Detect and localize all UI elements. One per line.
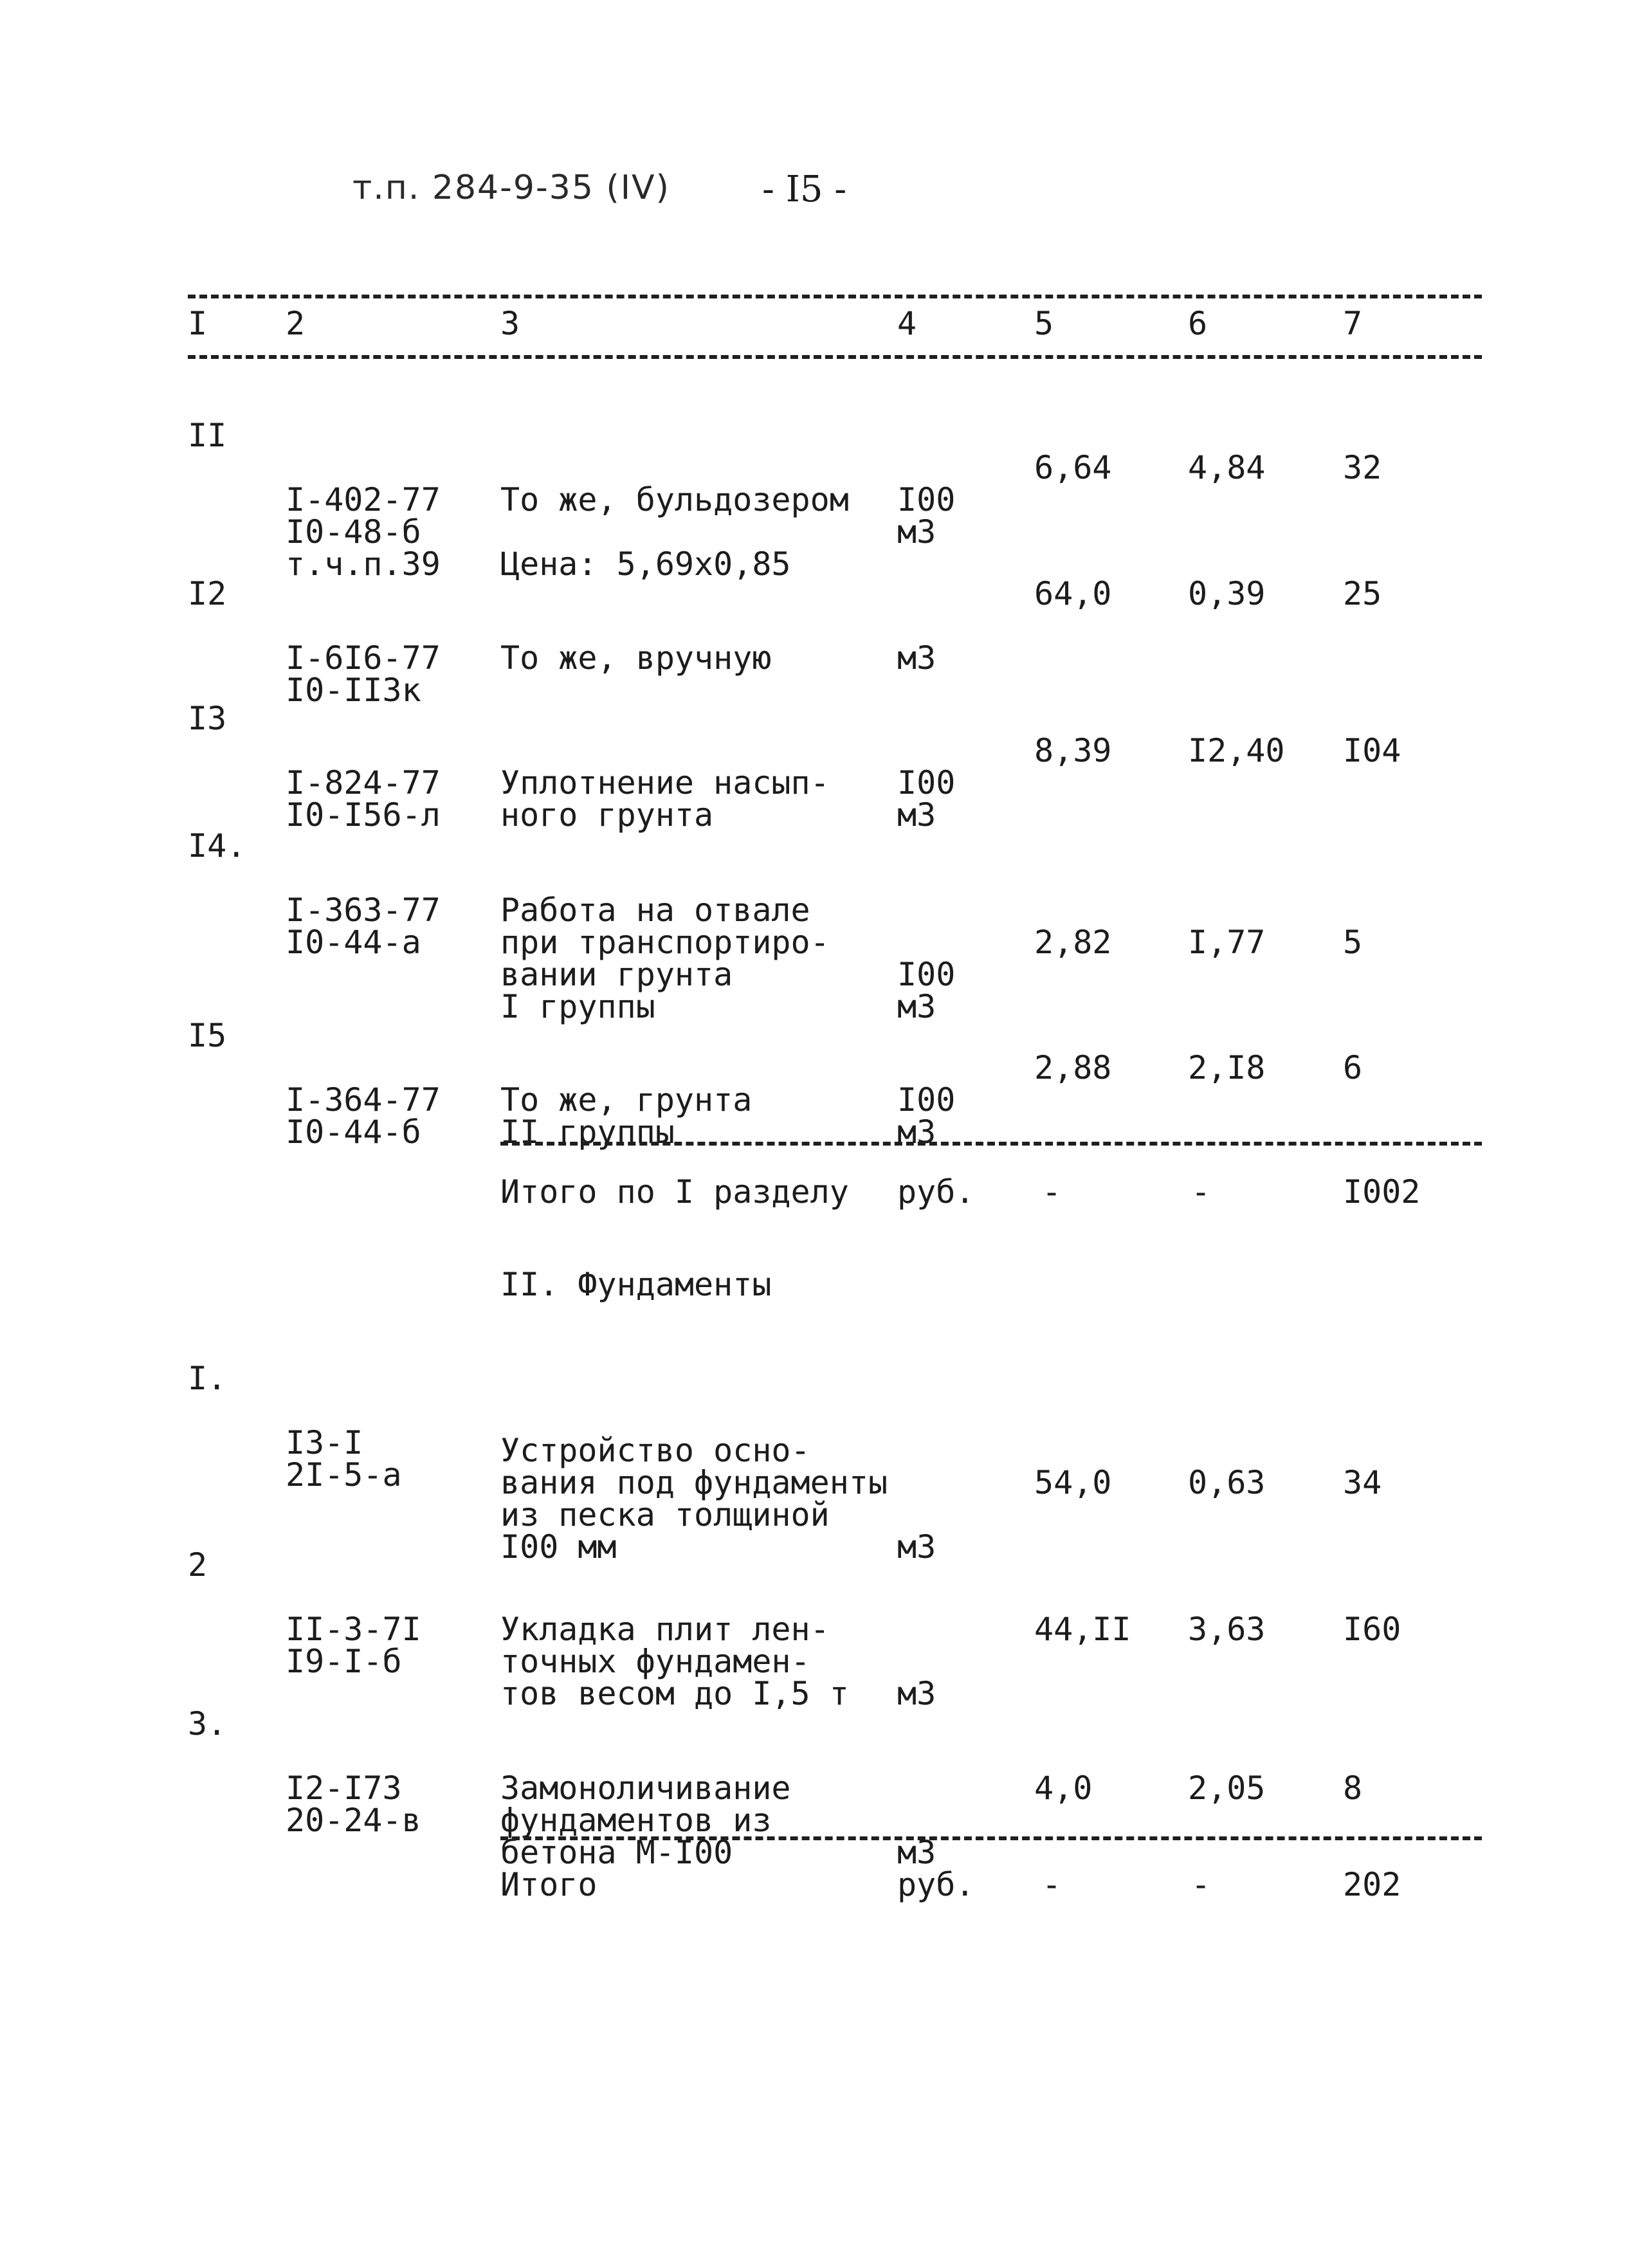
row-quantity: 8,39 [1034, 732, 1112, 769]
row-codes: I3-I 2I-5-а [286, 1424, 402, 1494]
row-unit: I00 м3 [897, 1081, 956, 1151]
row-price: 2,I8 [1188, 1049, 1266, 1086]
col-header-1: I [188, 305, 208, 342]
row-quantity: 64,0 [1034, 575, 1112, 612]
col-header-7: 7 [1343, 305, 1363, 342]
row-price: 0,63 [1188, 1464, 1266, 1501]
row-codes: I-402-77 I0-48-б т.ч.п.39 [286, 481, 441, 583]
row-total: 32 [1343, 449, 1382, 486]
row-quantity: 4,0 [1034, 1770, 1093, 1807]
subtotal-quantity: - [1042, 1173, 1062, 1211]
col-header-5: 5 [1034, 305, 1054, 342]
row-number: I3 [188, 700, 227, 737]
document-code: т.п. 284-9-35 (IV) [352, 169, 670, 207]
row-description: Работа на отвале при транспортиро- вании грунта I группы [500, 892, 830, 1025]
row-description: То же, бульдозером Цена: 5,69х0,85 [500, 481, 849, 583]
row-codes: II-3-7I I9-I-б [286, 1611, 421, 1680]
row-quantity: 2,82 [1034, 924, 1112, 961]
col-header-4: 4 [897, 305, 917, 342]
row-number: I5 [188, 1017, 227, 1054]
subtotal-rule [500, 1142, 1482, 1146]
page-number: - I5 - [762, 169, 847, 210]
row-codes: I2-I73 20-24-в [286, 1770, 421, 1839]
row-description: То же, вручную [500, 639, 772, 677]
row-total: 34 [1343, 1464, 1382, 1501]
subtotal-label: Итого по I разделу [500, 1173, 849, 1211]
row-total: 5 [1343, 924, 1363, 961]
table-header-rule [188, 355, 1482, 359]
subtotal-price: - [1191, 1173, 1211, 1211]
row-description: Укладка плит лен- точных фундамен- тов весом до I,5 т [500, 1611, 849, 1712]
row-description: Замоноличивание фундаментов из бетона М-I00 [500, 1770, 791, 1871]
subtotal-rule [500, 1836, 1482, 1840]
row-codes: I-6I6-77 I0-II3к [286, 639, 441, 709]
row-price: I,77 [1188, 924, 1266, 961]
row-total: 6 [1343, 1049, 1363, 1086]
subtotal-unit: руб. [897, 1173, 975, 1211]
subtotal-total: I002 [1343, 1173, 1421, 1211]
row-total: 8 [1343, 1770, 1363, 1807]
col-header-2: 2 [286, 305, 306, 342]
col-header-3: 3 [500, 305, 520, 342]
row-total: I60 [1343, 1611, 1401, 1648]
row-number: 2 [188, 1546, 208, 1584]
subtotal-unit: руб. [897, 1866, 975, 1903]
section-title: II. Фундаменты [500, 1266, 772, 1303]
row-unit: м3 [897, 1834, 936, 1871]
row-number: I. [188, 1360, 227, 1397]
subtotal-total: 202 [1343, 1866, 1401, 1903]
row-unit: I00 м3 [897, 764, 956, 834]
row-number: 3. [188, 1705, 227, 1742]
row-quantity: 6,64 [1034, 449, 1112, 486]
row-unit: м3 [897, 1528, 936, 1566]
row-description: То же, грунта II группы [500, 1081, 753, 1151]
row-quantity: 44,II [1034, 1611, 1131, 1648]
row-unit: I00 м3 [897, 956, 956, 1025]
row-codes: I-364-77 I0-44-б [286, 1081, 441, 1151]
row-description: Устройство осно- вания под фундаменты из песка толщиной I00 мм [500, 1432, 888, 1566]
subtotal-quantity: - [1042, 1866, 1062, 1903]
table-top-rule [188, 295, 1482, 298]
subtotal-price: - [1191, 1866, 1211, 1903]
row-price: 0,39 [1188, 575, 1266, 612]
row-number: I2 [188, 575, 227, 612]
row-total: 25 [1343, 575, 1382, 612]
row-quantity: 54,0 [1034, 1464, 1112, 1501]
row-total: I04 [1343, 732, 1401, 769]
row-unit: м3 [897, 639, 936, 677]
row-codes: I-363-77 I0-44-а [286, 892, 441, 961]
col-header-6: 6 [1188, 305, 1208, 342]
row-unit: I00 м3 [897, 481, 956, 551]
row-number: I4. [188, 827, 246, 864]
row-quantity: 2,88 [1034, 1049, 1112, 1086]
row-price: 4,84 [1188, 449, 1266, 486]
row-price: I2,40 [1188, 732, 1285, 769]
row-price: 2,05 [1188, 1770, 1266, 1807]
row-unit: м3 [897, 1675, 936, 1712]
row-codes: I-824-77 I0-I56-л [286, 764, 441, 834]
row-price: 3,63 [1188, 1611, 1266, 1648]
row-number: II [188, 417, 227, 454]
row-description: Уплотнение насып- ного грунта [500, 764, 830, 834]
subtotal-label: Итого [500, 1866, 598, 1903]
